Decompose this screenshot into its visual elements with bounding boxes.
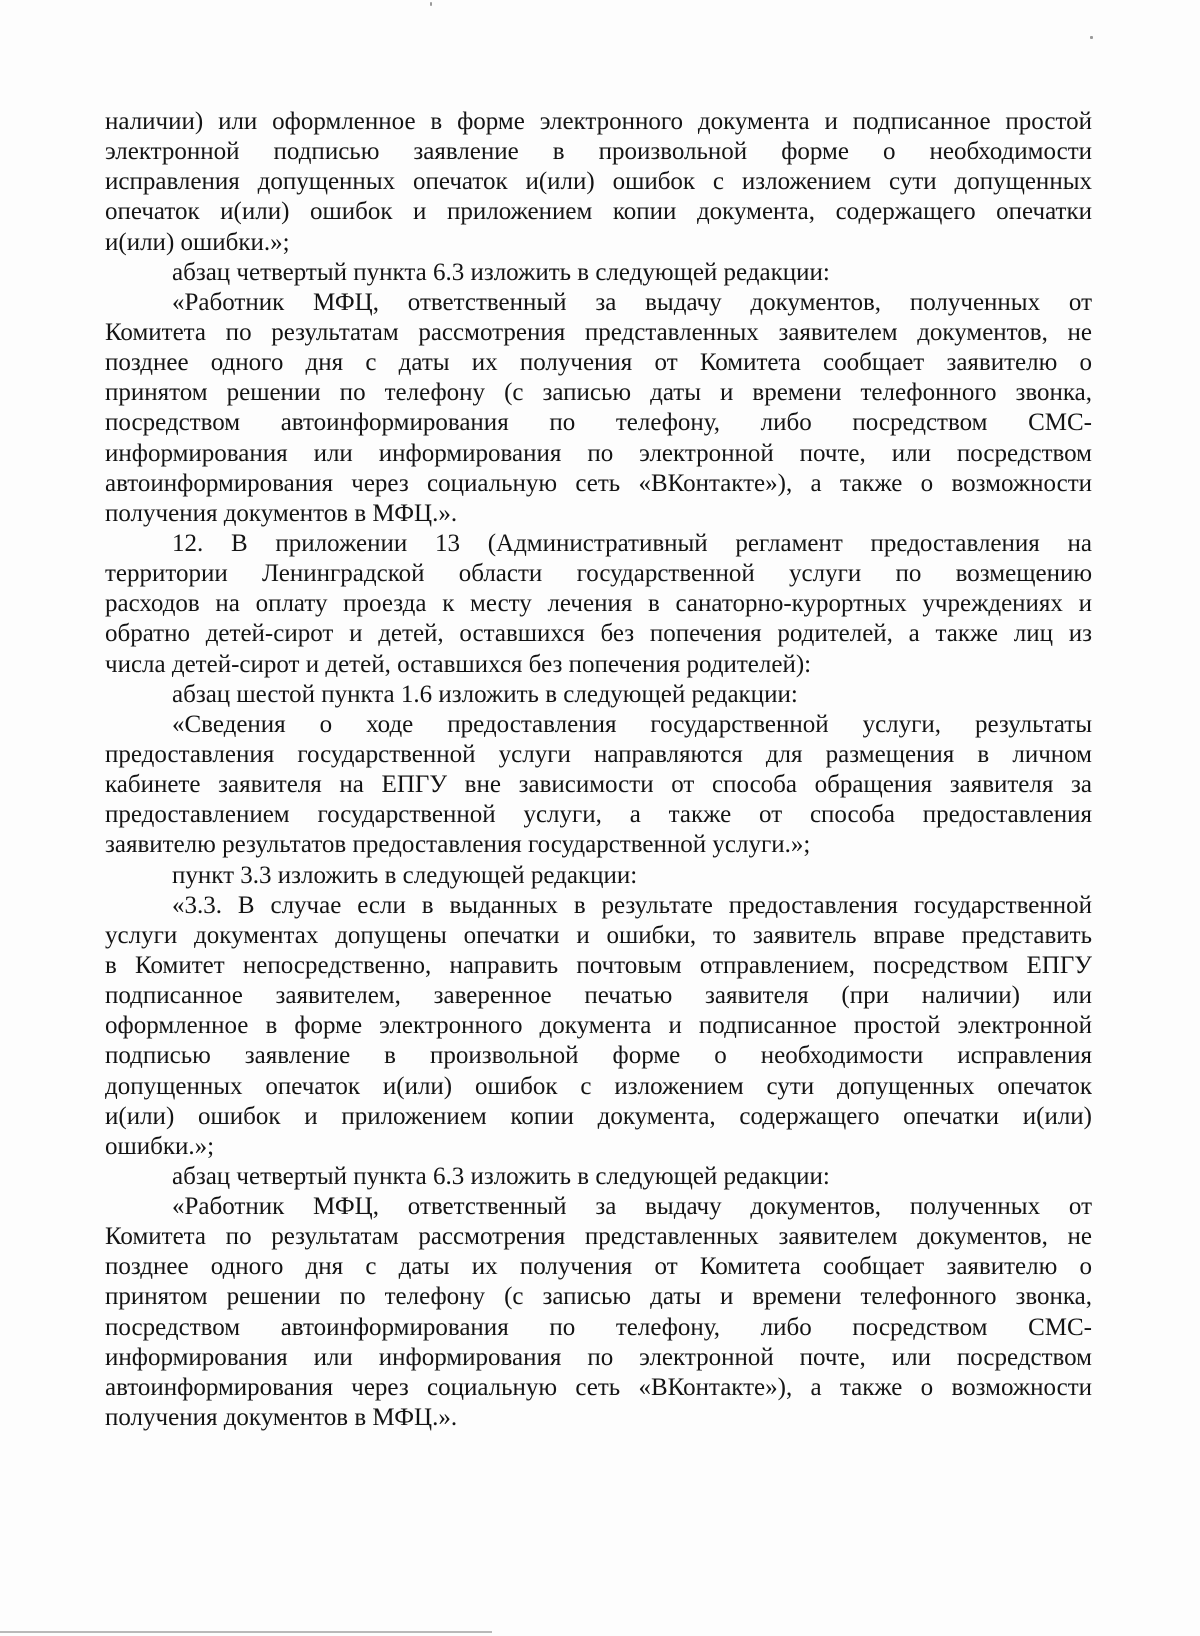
text-line: допущенных опечаток и(или) ошибок с изложением сути допущенных опечаток <box>105 1072 1092 1100</box>
text-line: Комитета по результатам рассмотрения представленных заявителем документов, не <box>105 318 1092 346</box>
text-line: абзац четвертый пункта 6.3 изложить в следующей редакции: <box>172 258 830 286</box>
paragraph <box>105 529 1092 680</box>
paragraph <box>105 1162 1092 1192</box>
paragraph <box>105 107 1092 258</box>
text-line: оформленное в форме электронного документа и подписанное простой электронной <box>105 1012 1092 1040</box>
text-line: «3.3. В случае если в выданных в результате предоставления государственной <box>172 891 1092 919</box>
scan-edge-line <box>0 1631 492 1633</box>
text-line: позднее одного дня с даты их получения от Комитета сообщает заявителю о <box>105 1253 1092 1281</box>
text-line: абзац четвертый пункта 6.3 изложить в следующей редакции: <box>172 1162 830 1190</box>
paragraph <box>105 861 1092 891</box>
text-line: абзац шестой пункта 1.6 изложить в следующей редакции: <box>172 680 798 708</box>
paragraph <box>105 288 1092 529</box>
text-line: и(или) ошибок и приложением копии документа, содержащего опечатки и(или) <box>105 1102 1092 1130</box>
text-line: посредством автоинформирования по телефону, либо посредством СМС- <box>105 1313 1092 1341</box>
text-line: 12. В приложении 13 (Административный регламент предоставления на <box>172 529 1092 557</box>
text-line: подписанное заявителем, заверенное печатью заявителя (при наличии) или <box>105 982 1092 1010</box>
text-line: заявителю результатов предоставления государственной услуги.»; <box>105 831 811 859</box>
text-line: предоставления государственной услуги направляются для размещения в личном <box>105 740 1092 768</box>
text-line: автоинформирования через социальную сеть «ВКонтакте»), а также о возможности <box>105 469 1092 497</box>
text-line: принятом решении по телефону (с записью даты и времени телефонного звонка, <box>105 1283 1092 1311</box>
text-line: «Работник МФЦ, ответственный за выдачу документов, полученных от <box>172 288 1092 316</box>
text-line: услуги документах допущены опечатки и ошибки, то заявитель вправе представить <box>105 921 1092 949</box>
text-line: электронной подписью заявление в произвольной форме о необходимости <box>105 138 1092 166</box>
text-line: наличии) или оформленное в форме электронного документа и подписанное простой <box>105 108 1092 135</box>
paragraph <box>105 258 1092 288</box>
text-line: пункт 3.3 изложить в следующей редакции: <box>172 861 638 889</box>
paragraph <box>105 891 1092 1162</box>
text-line: получения документов в МФЦ.». <box>105 499 458 527</box>
text-line: кабинете заявителя на ЕПГУ вне зависимости от способа обращения заявителя за <box>105 771 1092 799</box>
scan-speck <box>430 2 432 6</box>
paragraph <box>105 1192 1092 1433</box>
text-line: предоставлением государственной услуги, а также от способа предоставления <box>105 801 1092 829</box>
text-line: ошибки.»; <box>105 1132 215 1160</box>
text-line: информирования или информирования по электронной почте, или посредством <box>105 1343 1092 1371</box>
text-line: расходов на оплату проезда к месту лечения в санаторно-курортных учреждениях и <box>105 590 1092 618</box>
text-line: «Сведения о ходе предоставления государственной услуги, результаты <box>172 710 1092 738</box>
paragraph <box>105 710 1092 861</box>
text-line: автоинформирования через социальную сеть «ВКонтакте»), а также о возможности <box>105 1373 1092 1401</box>
text-line: получения документов в МФЦ.». <box>105 1404 458 1432</box>
text-line: посредством автоинформирования по телефону, либо посредством СМС- <box>105 409 1092 437</box>
text-line: принятом решении по телефону (с записью даты и времени телефонного звонка, <box>105 379 1092 407</box>
document-body <box>105 107 1092 1433</box>
text-line: подписью заявление в произвольной форме о необходимости исправления <box>105 1042 1092 1070</box>
text-line: «Работник МФЦ, ответственный за выдачу документов, полученных от <box>172 1193 1092 1221</box>
text-line: информирования или информирования по электронной почте, или посредством <box>105 439 1092 467</box>
text-line: исправления допущенных опечаток и(или) ошибок с изложением сути допущенных <box>105 168 1092 196</box>
text-line: Комитета по результатам рассмотрения представленных заявителем документов, не <box>105 1223 1092 1251</box>
scan-speck <box>1090 36 1093 39</box>
paragraph <box>105 680 1092 710</box>
text-line: и(или) ошибки.»; <box>105 228 290 256</box>
text-line: в Комитет непосредственно, направить почтовым отправлением, посредством ЕПГУ <box>105 951 1092 979</box>
text-line: обратно детей-сирот и детей, оставшихся без попечения родителей, а также лиц из <box>105 620 1092 648</box>
text-line: опечаток и(или) ошибок и приложением копии документа, содержащего опечатки <box>105 198 1092 226</box>
text-line: позднее одного дня с даты их получения от Комитета сообщает заявителю о <box>105 349 1092 377</box>
text-line: территории Ленинградской области государственной услуги по возмещению <box>105 560 1092 588</box>
text-line: числа детей-сирот и детей, оставшихся без попечения родителей): <box>105 650 812 678</box>
